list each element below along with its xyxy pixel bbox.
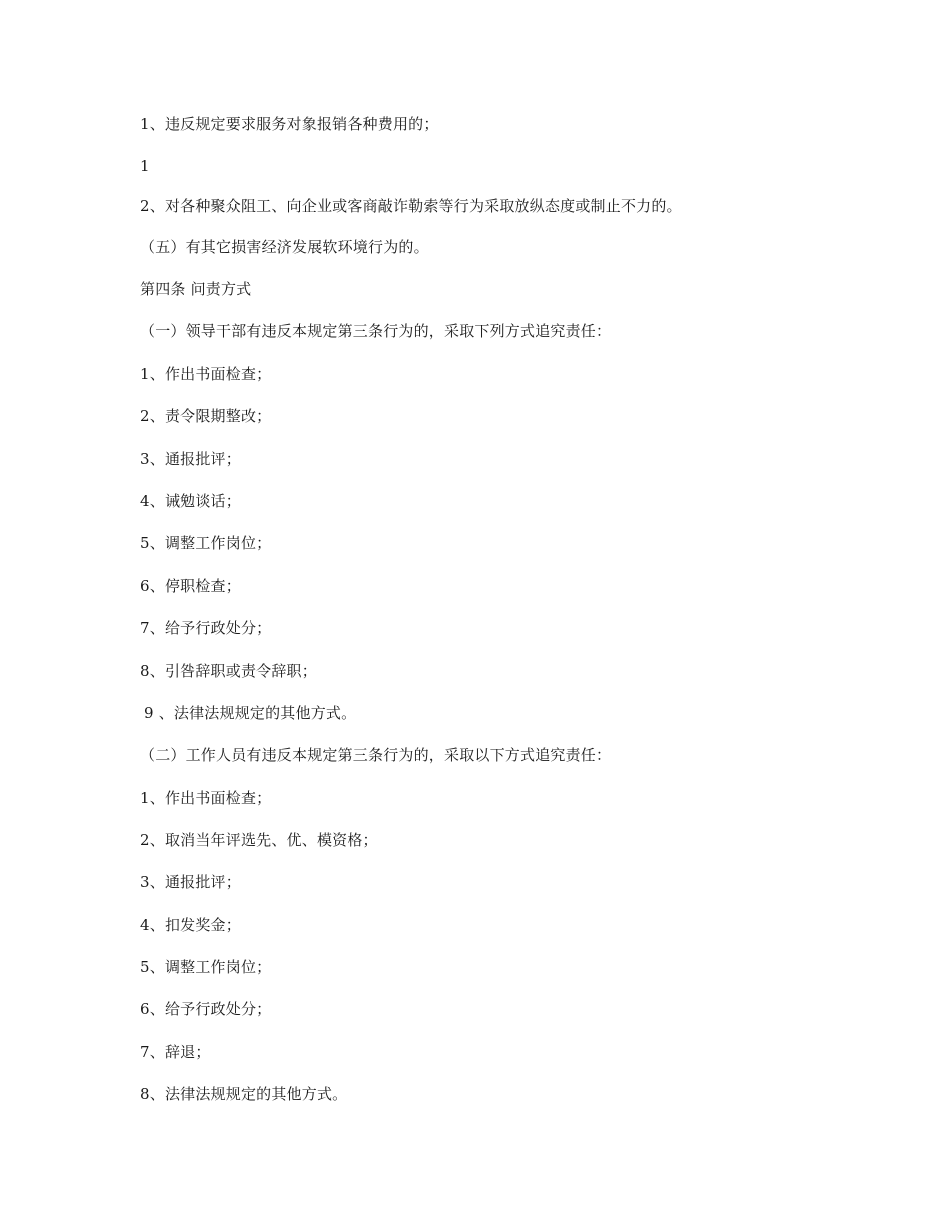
list-item: 2、责令限期整改； xyxy=(140,407,272,425)
list-item: 4、扣发奖金； xyxy=(140,916,241,934)
page-number: 1 xyxy=(140,157,150,175)
list-item: 1、作出书面检查； xyxy=(140,365,272,383)
text-line: （五）有其它损害经济发展软环境行为的。 xyxy=(140,238,429,256)
list-item: 7、辞退； xyxy=(140,1043,211,1061)
text-line: （二）工作人员有违反本规定第三条行为的，采取以下方式追究责任： xyxy=(140,746,612,764)
text-line: 1、违反规定要求服务对象报销各种费用的； xyxy=(140,115,439,133)
list-item: 3、通报批评； xyxy=(140,873,241,891)
list-item: 3、通报批评； xyxy=(140,450,241,468)
list-item: 8、引咎辞职或责令辞职； xyxy=(140,662,317,680)
list-item: 4、诫勉谈话； xyxy=(140,492,241,510)
list-item: 8、法律法规规定的其他方式。 xyxy=(140,1085,348,1103)
section-heading: 第四条 问责方式 xyxy=(140,280,252,298)
list-item: 6、给予行政处分； xyxy=(140,1000,272,1018)
list-item: 1、作出书面检查； xyxy=(140,789,272,807)
text-line: （一）领导干部有违反本规定第三条行为的，采取下列方式追究责任： xyxy=(140,322,612,340)
list-item: 9 、法律法规规定的其他方式。 xyxy=(144,704,357,722)
list-item: 5、调整工作岗位； xyxy=(140,534,272,552)
list-item: 7、给予行政处分； xyxy=(140,619,272,637)
list-item: 5、调整工作岗位； xyxy=(140,958,272,976)
list-item: 6、停职检查； xyxy=(140,577,241,595)
list-item: 2、取消当年评选先、优、模资格； xyxy=(140,831,378,849)
text-line: 2、对各种聚众阻工、向企业或客商敲诈勒索等行为采取放纵态度或制止不力的。 xyxy=(140,197,682,215)
